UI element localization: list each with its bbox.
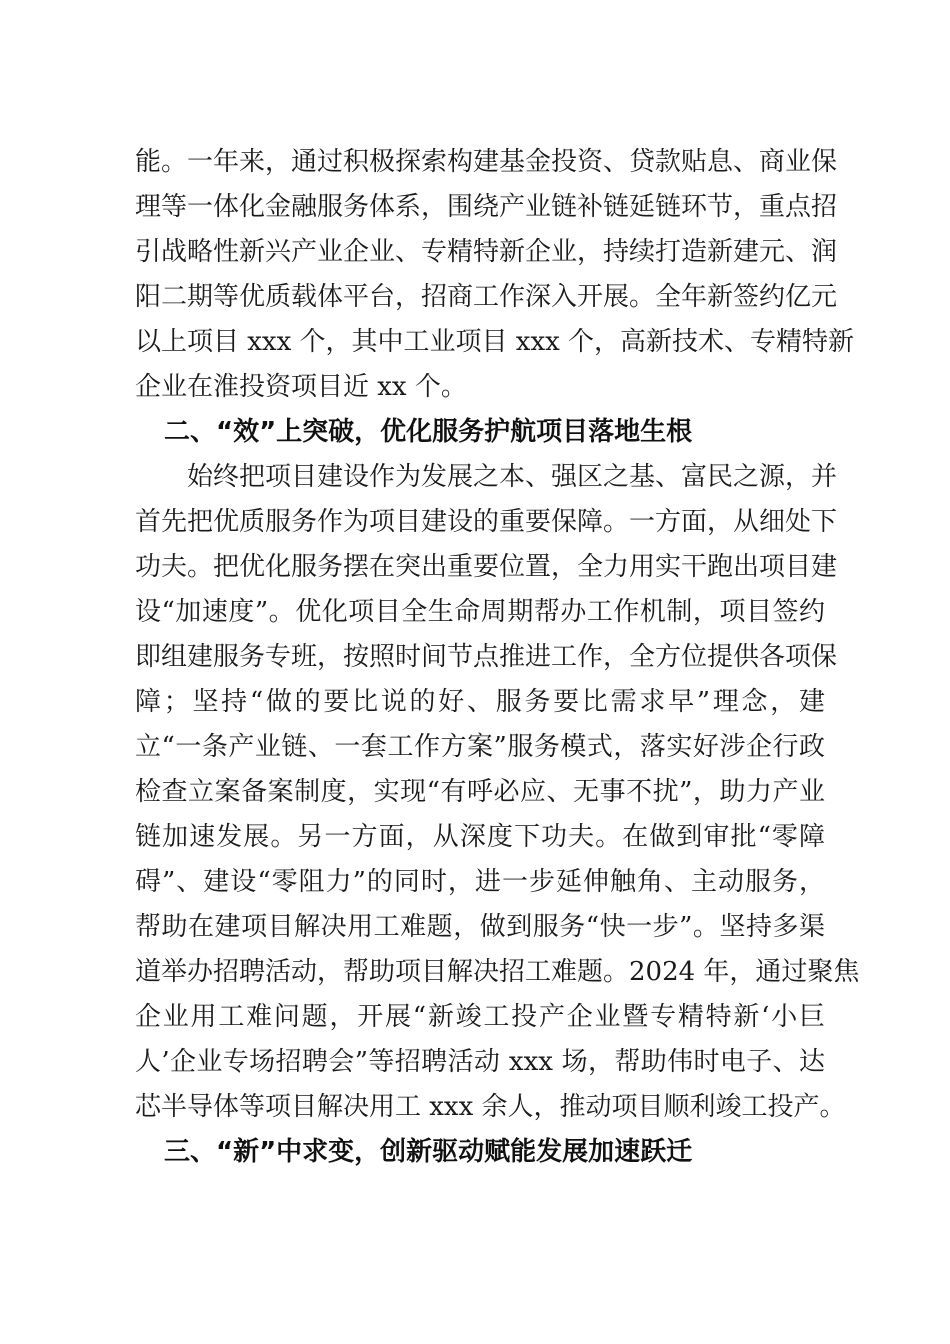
paragraph-line: 链加速发展。另一方面，从深度下功夫。在做到审批“零障 [135, 822, 825, 852]
paragraph-line: 理等一体化金融服务体系，围绕产业链补链延链环节，重点招 [135, 192, 838, 222]
paragraph-line: 芯半导体等项目解决用工 xxx 余人，推动项目顺利竣工投产。 [135, 1092, 846, 1122]
paragraph-line: 即组建服务专班，按照时间节点推进工作，全方位提供各项保 [135, 642, 838, 672]
section-heading-3: 三、“新”中求变，创新驱动赋能发展加速跃迁 [164, 1137, 693, 1167]
paragraph-line: 道举办招聘活动，帮助项目解决招工难题。2024 年，通过聚焦 [135, 957, 860, 987]
paragraph-line: 阳二期等优质载体平台，招商工作深入开展。全年新签约亿元 [135, 282, 838, 312]
paragraph-line: 设“加速度”。优化项目全生命周期帮办工作机制，项目签约 [135, 597, 825, 627]
paragraph-line: 功夫。把优化服务摆在突出重要位置，全力用实干跑出项目建 [135, 552, 838, 582]
paragraph-line: 立“一条产业链、一套工作方案”服务模式，落实好涉企行政 [135, 732, 825, 762]
paragraph-line: 帮助在建项目解决用工难题，做到服务“快一步”。坚持多渠 [135, 912, 825, 942]
paragraph-line: 碍”、建设“零阻力”的同时，进一步延伸触角、主动服务， [135, 867, 825, 897]
paragraph-line: 能。一年来，通过积极探索构建基金投资、贷款贴息、商业保 [135, 147, 838, 177]
paragraph-line: 首先把优质服务作为项目建设的重要保障。一方面，从细处下 [135, 507, 838, 537]
paragraph-line: 引战略性新兴产业企业、专精特新企业，持续打造新建元、润 [135, 237, 838, 267]
paragraph-line: 始终把项目建设作为发展之本、强区之基、富民之源，并 [187, 462, 838, 492]
paragraph-line: 以上项目 xxx 个，其中工业项目 xxx 个，高新技术、专精特新 [135, 327, 855, 357]
paragraph-line: 人’企业专场招聘会”等招聘活动 xxx 场，帮助伟时电子、达 [135, 1047, 825, 1077]
paragraph-line: 企业用工难问题，开展“新竣工投产企业暨专精特新‘小巨 [135, 1002, 825, 1032]
section-heading-2: 二、“效”上突破，优化服务护航项目落地生根 [164, 417, 693, 447]
paragraph-line: 企业在淮投资项目近 xx 个。 [135, 372, 467, 402]
paragraph-line: 障；坚持“做的要比说的好、服务要比需求早”理念，建 [135, 687, 825, 717]
paragraph-line: 检查立案备案制度，实现“有呼必应、无事不扰”，助力产业 [135, 777, 825, 807]
